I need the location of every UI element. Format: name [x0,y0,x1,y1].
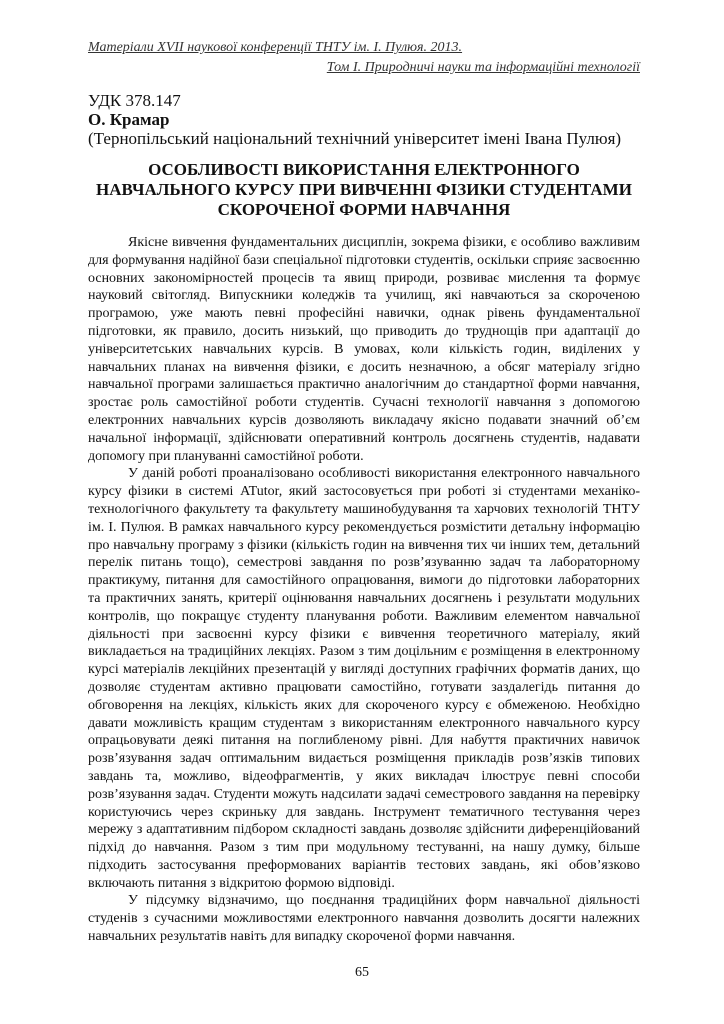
author-name: О. Крамар [88,110,170,129]
body-paragraph: Якісне вивчення фундаментальних дисциплін, зокрема фізики, є особливо важливим для формування надійної бази спеціальної підготовки студентів, оскільки сприяє засвоєнню основних закономірностей процесів та явищ природи, розвиває мислення та формує науковий світогляд. Випускники коледжів та училищ, які навчаються за скороченою програмою, уже мають певні професійні навички, однак рівень фундаментальної підготовки, як правило, досить низький, що приводить до труднощів при адаптації до університетських навчальних курсів. В умовах, коли кількість годин, виділених у навчальних планах на вивчення фізики, є досить незначною, а обсяг матеріалу згідно навчальної програми залишається практично аналогічним до стандартної форми навчання, зростає роль самостійної роботи студентів. Сучасні технології навчання з допомогою електронних навчальних курсів дозволяють викладачу якісно подавати значний об’єм начальної інформації, здійснювати оперативний контроль досягнень студентів, надавати допомогу при плануванні самостійної роботи. [88,235,640,464]
body-paragraph: У підсумку відзначимо, що поєднання традиційних форм навчальної діяльності студенів з сучасними можливостями електронного навчання дозволить досягти належних навчальних результатів навіть для випадку скороченої форми навчання. [88,893,640,945]
running-header-volume: Том І. Природничі науки та інформаційні технології [326,60,640,75]
article-body [88,234,640,946]
article-title-line: СКОРОЧЕНОЇ ФОРМИ НАВЧАННЯ [217,200,511,219]
article-title-line: ОСОБЛИВОСТІ ВИКОРИСТАННЯ ЕЛЕКТРОННОГО [148,160,580,179]
page-number: 65 [355,965,369,980]
udc-code: УДК 378.147 [88,91,181,110]
running-header-conference: Матеріали XVІІ наукової конференції ТНТУ ім. І. Пулюя. 2013. [88,40,463,55]
author-affiliation: (Тернопільський національний технічний університет імені Івана Пулюя) [88,129,622,148]
article-title [88,160,640,220]
body-paragraph: У даній роботі проаналізовано особливості використання електронного навчального курсу фізики в системі ATutor, який застосовується при роботі зі студентами механіко-технологічного факультету та факультету машинобудування та харчових технологій ТНТУ ім. І. Пулюя. В рамках навчального курсу рекомендується розмістити детальну інформацію про навчальну програму з фізики (кількість годин на вивчення тих чи інших тем, детальний перелік питань тощо), семестрові завдання по розв’язуванню задач та лабораторному практикуму, питання для самостійного опрацювання, вимоги до підготовки лабораторних та практичних занять, критерії оцінювання навчальних досягнень і результати модульних контролів, що покращує студенту планування роботи. Важливим елементом навчальної діяльності при засвоєнні курсу фізики є вивчення теоретичного матеріалу, який викладається на традиційних лекціях. Разом з тим доцільним є розміщення в електронному курсі матеріалів лекційних презентацій у вигляді доступних графічних форматів даних, що дозволяє студентам активно працювати самостійно, готувати заздалегідь питання до обговорення на лекціях, кількість яких для скороченого курсу є обмеженою. Необхідно давати можливість кращим студентам з використанням електронного навчального курсу опрацьовувати деякі питання на поглибленому рівні. Для набуття практичних навичок розв’язування задач оптимальним видається розміщення прикладів розв’язків типових завдань та, можливо, відеофрагментів, у яких викладач ілюструє певні способи розв’язування задач. Студенти можуть надсилати задачі семестрового завдання на перевірку користуючись через скриньку для завдань. Інструмент тематичного тестування через мережу з адаптативним підбором складності завдань дозволяє здійснити диференційований підхід до навчання. Разом з тим при модульному тестуванні, на нашу думку, більше підходить застосування преформованих варіантів тестових завдань, які обов’язково включають питання з відкритою формою відповіді. [88,466,640,891]
article-title-line: НАВЧАЛЬНОГО КУРСУ ПРИ ВИВЧЕННІ ФІЗИКИ СТУДЕНТАМИ [96,180,632,199]
